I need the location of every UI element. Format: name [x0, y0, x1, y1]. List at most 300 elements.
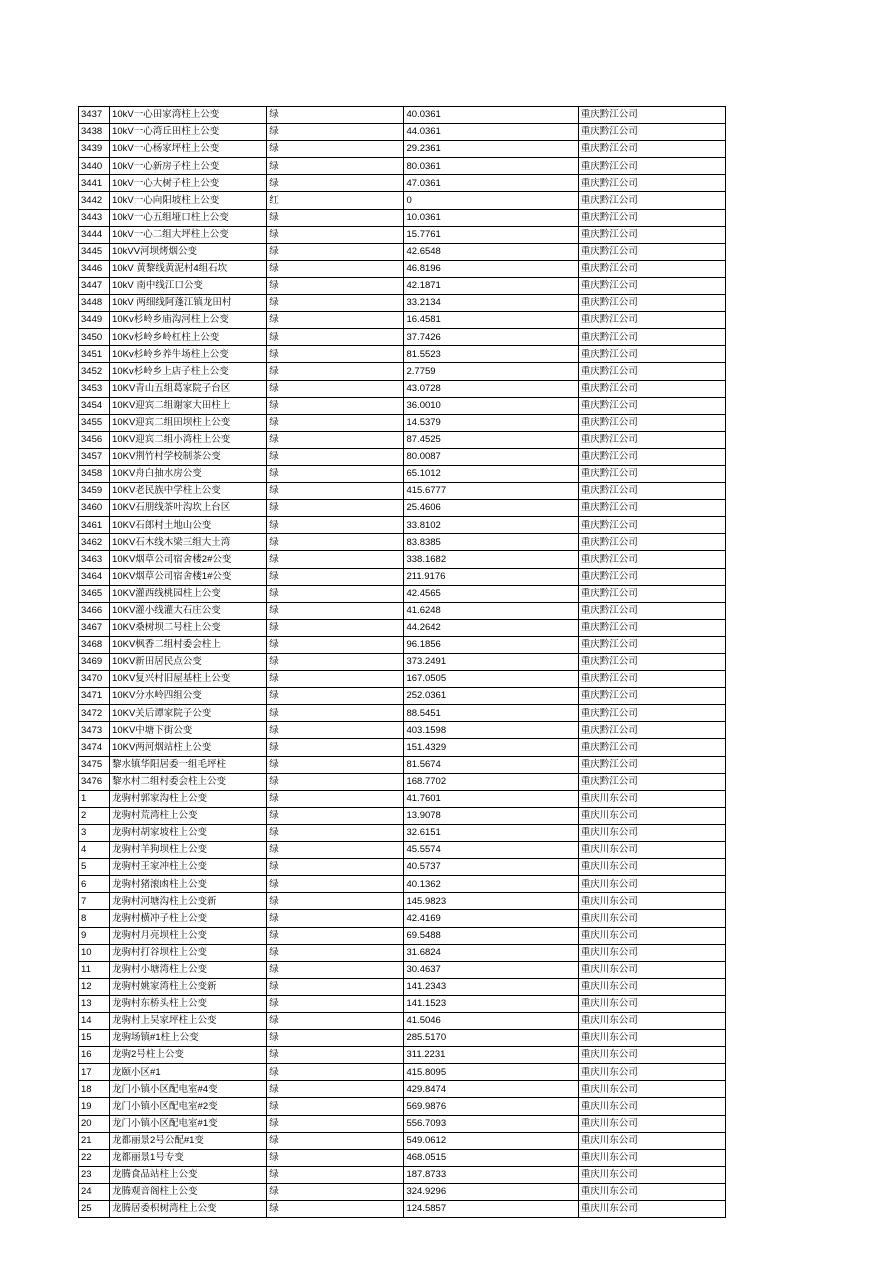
cell-name: 龙驹村月亮坝柱上公变 [110, 927, 267, 944]
cell-color: 绿 [267, 158, 404, 175]
cell-name: 10Kv杉岭乡岭杠柱上公变 [110, 329, 267, 346]
cell-id: 3453 [79, 380, 110, 397]
cell-color: 绿 [267, 1030, 404, 1047]
cell-value: 145.9823 [404, 893, 578, 910]
cell-name: 龙门小镇小区配电室#4变 [110, 1081, 267, 1098]
cell-value: 88.5451 [404, 705, 578, 722]
table-row [79, 1047, 726, 1064]
cell-value: 415.6777 [404, 483, 578, 500]
cell-id: 6 [79, 876, 110, 893]
cell-color: 绿 [267, 807, 404, 824]
table-row [79, 619, 726, 636]
table-row [79, 1030, 726, 1047]
cell-color: 绿 [267, 910, 404, 927]
cell-value: 168.7702 [404, 773, 578, 790]
cell-value: 14.5379 [404, 414, 578, 431]
cell-name: 10KV迎宾二组谢家大田柱上 [110, 397, 267, 414]
cell-id: 23 [79, 1166, 110, 1183]
cell-name: 龙驹村上吴家坪柱上公变 [110, 1012, 267, 1029]
cell-company: 重庆黔江公司 [578, 551, 725, 568]
cell-id: 3445 [79, 243, 110, 260]
cell-color: 绿 [267, 1201, 404, 1218]
cell-value: 31.6824 [404, 944, 578, 961]
cell-color: 绿 [267, 722, 404, 739]
cell-value: 37.7426 [404, 329, 578, 346]
cell-company: 重庆川东公司 [578, 927, 725, 944]
cell-name: 10Kv杉岭乡上店子柱上公变 [110, 363, 267, 380]
cell-name: 龙驹村王家冲柱上公变 [110, 859, 267, 876]
cell-name: 龙颐小区#1 [110, 1064, 267, 1081]
cell-color: 绿 [267, 107, 404, 124]
cell-name: 10Kv杉岭乡养牛场柱上公变 [110, 346, 267, 363]
table-row [79, 260, 726, 277]
cell-company: 重庆川东公司 [578, 1081, 725, 1098]
table-row [79, 654, 726, 671]
table-row [79, 1201, 726, 1218]
cell-id: 7 [79, 893, 110, 910]
cell-company: 重庆黔江公司 [578, 312, 725, 329]
table-row [79, 1166, 726, 1183]
cell-name: 龙驹场镇#1柱上公变 [110, 1030, 267, 1047]
cell-company: 重庆黔江公司 [578, 158, 725, 175]
cell-color: 绿 [267, 995, 404, 1012]
cell-color: 绿 [267, 842, 404, 859]
cell-value: 65.1012 [404, 465, 578, 482]
cell-company: 重庆川东公司 [578, 978, 725, 995]
cell-name: 10KV复兴村旧屋基柱上公变 [110, 671, 267, 688]
cell-value: 2.7759 [404, 363, 578, 380]
cell-name: 10kV一心二组大坪柱上公变 [110, 226, 267, 243]
cell-name: 10KV迎宾二组小湾柱上公变 [110, 431, 267, 448]
cell-id: 3476 [79, 773, 110, 790]
table-row [79, 534, 726, 551]
transformer-data-table [78, 106, 726, 1218]
cell-company: 重庆黔江公司 [578, 192, 725, 209]
table-row [79, 602, 726, 619]
cell-name: 龙驹村东桥头柱上公变 [110, 995, 267, 1012]
cell-company: 重庆黔江公司 [578, 671, 725, 688]
table-row [79, 773, 726, 790]
cell-value: 0 [404, 192, 578, 209]
cell-id: 16 [79, 1047, 110, 1064]
cell-id: 3469 [79, 654, 110, 671]
cell-name: 10KV石郎村土地山公变 [110, 517, 267, 534]
cell-value: 41.6248 [404, 602, 578, 619]
table-row [79, 465, 726, 482]
cell-value: 40.5737 [404, 859, 578, 876]
table-row [79, 893, 726, 910]
cell-color: 绿 [267, 978, 404, 995]
cell-value: 40.1362 [404, 876, 578, 893]
cell-id: 3438 [79, 124, 110, 141]
cell-name: 10KV舟白抽水房公变 [110, 465, 267, 482]
cell-value: 47.0361 [404, 175, 578, 192]
table-row [79, 756, 726, 773]
cell-color: 绿 [267, 124, 404, 141]
cell-name: 10KV青山五组葛家院子台区 [110, 380, 267, 397]
cell-company: 重庆黔江公司 [578, 295, 725, 312]
cell-id: 3440 [79, 158, 110, 175]
cell-name: 10KV关后谭家院子公变 [110, 705, 267, 722]
cell-color: 绿 [267, 859, 404, 876]
cell-company: 重庆黔江公司 [578, 688, 725, 705]
cell-color: 绿 [267, 295, 404, 312]
table-row [79, 995, 726, 1012]
cell-color: 绿 [267, 431, 404, 448]
cell-name: 龙腾食品站柱上公变 [110, 1166, 267, 1183]
cell-id: 3449 [79, 312, 110, 329]
cell-company: 重庆黔江公司 [578, 380, 725, 397]
cell-color: 绿 [267, 1166, 404, 1183]
cell-company: 重庆川东公司 [578, 876, 725, 893]
table-row [79, 226, 726, 243]
data-table-container [78, 106, 726, 1218]
cell-color: 绿 [267, 346, 404, 363]
cell-company: 重庆黔江公司 [578, 534, 725, 551]
cell-company: 重庆川东公司 [578, 1047, 725, 1064]
cell-name: 10KV灌西线桃园柱上公变 [110, 585, 267, 602]
cell-color: 绿 [267, 756, 404, 773]
cell-company: 重庆川东公司 [578, 1064, 725, 1081]
cell-company: 重庆川东公司 [578, 944, 725, 961]
cell-name: 10KV迎宾二组田坝柱上公变 [110, 414, 267, 431]
cell-name: 10kV一心向阳坡柱上公变 [110, 192, 267, 209]
cell-id: 3466 [79, 602, 110, 619]
table-row [79, 568, 726, 585]
cell-name: 10kVV河坝烤烟公变 [110, 243, 267, 260]
table-row [79, 431, 726, 448]
cell-color: 绿 [267, 705, 404, 722]
cell-company: 重庆川东公司 [578, 824, 725, 841]
cell-id: 1 [79, 790, 110, 807]
cell-id: 20 [79, 1115, 110, 1132]
cell-color: 绿 [267, 141, 404, 158]
cell-value: 46.8196 [404, 260, 578, 277]
cell-color: 绿 [267, 483, 404, 500]
cell-company: 重庆川东公司 [578, 842, 725, 859]
cell-id: 3441 [79, 175, 110, 192]
cell-value: 43.0728 [404, 380, 578, 397]
table-row [79, 944, 726, 961]
cell-name: 10kV 两细线阿蓬江镇龙田村 [110, 295, 267, 312]
cell-value: 40.0361 [404, 107, 578, 124]
cell-value: 69.5488 [404, 927, 578, 944]
cell-color: 绿 [267, 329, 404, 346]
cell-value: 10.0361 [404, 209, 578, 226]
cell-id: 3460 [79, 500, 110, 517]
cell-name: 10KV桑树坝二号柱上公变 [110, 619, 267, 636]
cell-name: 10KV中塘下街公变 [110, 722, 267, 739]
cell-company: 重庆黔江公司 [578, 107, 725, 124]
cell-company: 重庆川东公司 [578, 910, 725, 927]
table-row [79, 141, 726, 158]
cell-value: 141.1523 [404, 995, 578, 1012]
cell-id: 13 [79, 995, 110, 1012]
cell-company: 重庆川东公司 [578, 1098, 725, 1115]
cell-value: 311.2231 [404, 1047, 578, 1064]
cell-color: 绿 [267, 226, 404, 243]
cell-value: 338.1682 [404, 551, 578, 568]
cell-id: 3446 [79, 260, 110, 277]
cell-name: 龙驹村河塘沟柱上公变新 [110, 893, 267, 910]
table-row [79, 1132, 726, 1149]
cell-value: 13.9078 [404, 807, 578, 824]
cell-color: 绿 [267, 175, 404, 192]
cell-id: 3461 [79, 517, 110, 534]
cell-company: 重庆川东公司 [578, 1183, 725, 1200]
cell-id: 3467 [79, 619, 110, 636]
table-row [79, 978, 726, 995]
cell-color: 绿 [267, 1098, 404, 1115]
cell-company: 重庆黔江公司 [578, 568, 725, 585]
cell-name: 龙都丽景2号公配#1变 [110, 1132, 267, 1149]
cell-color: 绿 [267, 671, 404, 688]
cell-name: 龙驹村猪滚凼柱上公变 [110, 876, 267, 893]
cell-color: 绿 [267, 568, 404, 585]
cell-name: 10KV石木线木梁三组大土湾 [110, 534, 267, 551]
table-row [79, 961, 726, 978]
cell-id: 4 [79, 842, 110, 859]
cell-color: 绿 [267, 927, 404, 944]
cell-id: 3454 [79, 397, 110, 414]
table-row [79, 175, 726, 192]
cell-company: 重庆黔江公司 [578, 431, 725, 448]
cell-name: 10KV灌小线灌大石庄公变 [110, 602, 267, 619]
cell-value: 42.6548 [404, 243, 578, 260]
table-row [79, 483, 726, 500]
cell-value: 96.1856 [404, 636, 578, 653]
table-row [79, 824, 726, 841]
table-row [79, 688, 726, 705]
cell-color: 绿 [267, 602, 404, 619]
cell-value: 42.4565 [404, 585, 578, 602]
cell-name: 10KV新田居民点公变 [110, 654, 267, 671]
cell-color: 绿 [267, 500, 404, 517]
cell-id: 17 [79, 1064, 110, 1081]
table-row [79, 722, 726, 739]
cell-id: 25 [79, 1201, 110, 1218]
cell-id: 3455 [79, 414, 110, 431]
table-row [79, 243, 726, 260]
cell-company: 重庆黔江公司 [578, 397, 725, 414]
cell-company: 重庆黔江公司 [578, 141, 725, 158]
cell-id: 3459 [79, 483, 110, 500]
cell-id: 3439 [79, 141, 110, 158]
cell-value: 373.2491 [404, 654, 578, 671]
cell-company: 重庆川东公司 [578, 1201, 725, 1218]
cell-value: 15.7761 [404, 226, 578, 243]
cell-id: 3468 [79, 636, 110, 653]
cell-id: 3444 [79, 226, 110, 243]
cell-color: 绿 [267, 636, 404, 653]
table-row [79, 192, 726, 209]
cell-value: 83.8385 [404, 534, 578, 551]
cell-value: 141.2343 [404, 978, 578, 995]
cell-id: 3456 [79, 431, 110, 448]
cell-id: 3458 [79, 465, 110, 482]
cell-name: 龙驹村羊狗坝柱上公变 [110, 842, 267, 859]
cell-value: 569.9876 [404, 1098, 578, 1115]
cell-color: 绿 [267, 465, 404, 482]
table-row [79, 705, 726, 722]
table-row [79, 277, 726, 294]
cell-company: 重庆黔江公司 [578, 465, 725, 482]
cell-company: 重庆黔江公司 [578, 124, 725, 141]
table-row [79, 312, 726, 329]
cell-id: 3465 [79, 585, 110, 602]
table-row [79, 363, 726, 380]
cell-id: 3457 [79, 448, 110, 465]
cell-id: 3450 [79, 329, 110, 346]
cell-id: 3462 [79, 534, 110, 551]
cell-color: 绿 [267, 585, 404, 602]
cell-company: 重庆川东公司 [578, 1132, 725, 1149]
cell-color: 绿 [267, 312, 404, 329]
cell-color: 绿 [267, 790, 404, 807]
cell-company: 重庆川东公司 [578, 1115, 725, 1132]
cell-id: 3452 [79, 363, 110, 380]
cell-value: 429.8474 [404, 1081, 578, 1098]
cell-company: 重庆黔江公司 [578, 619, 725, 636]
cell-value: 41.5046 [404, 1012, 578, 1029]
cell-id: 3471 [79, 688, 110, 705]
cell-name: 黎水村二组村委会柱上公变 [110, 773, 267, 790]
cell-id: 14 [79, 1012, 110, 1029]
cell-name: 龙驹村横冲子柱上公变 [110, 910, 267, 927]
cell-value: 42.1871 [404, 277, 578, 294]
cell-company: 重庆黔江公司 [578, 773, 725, 790]
cell-value: 33.8102 [404, 517, 578, 534]
cell-name: 10Kv杉岭乡庙沟河柱上公变 [110, 312, 267, 329]
cell-id: 21 [79, 1132, 110, 1149]
table-row [79, 158, 726, 175]
cell-color: 红 [267, 192, 404, 209]
cell-id: 9 [79, 927, 110, 944]
cell-company: 重庆黔江公司 [578, 448, 725, 465]
cell-value: 25.4606 [404, 500, 578, 517]
cell-company: 重庆黔江公司 [578, 346, 725, 363]
table-row [79, 1183, 726, 1200]
cell-value: 16.4581 [404, 312, 578, 329]
cell-name: 10kV一心大树子柱上公变 [110, 175, 267, 192]
cell-company: 重庆黔江公司 [578, 175, 725, 192]
cell-company: 重庆黔江公司 [578, 209, 725, 226]
cell-company: 重庆黔江公司 [578, 636, 725, 653]
cell-id: 11 [79, 961, 110, 978]
cell-company: 重庆川东公司 [578, 893, 725, 910]
cell-name: 龙门小镇小区配电室#1变 [110, 1115, 267, 1132]
cell-color: 绿 [267, 517, 404, 534]
cell-name: 10kV一心五组垭口柱上公变 [110, 209, 267, 226]
cell-value: 187.8733 [404, 1166, 578, 1183]
cell-company: 重庆川东公司 [578, 1149, 725, 1166]
cell-value: 44.0361 [404, 124, 578, 141]
cell-id: 18 [79, 1081, 110, 1098]
table-row [79, 1012, 726, 1029]
cell-color: 绿 [267, 260, 404, 277]
cell-value: 252.0361 [404, 688, 578, 705]
cell-name: 10KV两河烟站柱上公变 [110, 739, 267, 756]
cell-color: 绿 [267, 1149, 404, 1166]
cell-color: 绿 [267, 1012, 404, 1029]
table-row [79, 1098, 726, 1115]
cell-id: 3463 [79, 551, 110, 568]
cell-company: 重庆黔江公司 [578, 363, 725, 380]
cell-color: 绿 [267, 551, 404, 568]
cell-company: 重庆黔江公司 [578, 705, 725, 722]
cell-color: 绿 [267, 414, 404, 431]
cell-value: 124.5857 [404, 1201, 578, 1218]
cell-company: 重庆黔江公司 [578, 260, 725, 277]
cell-color: 绿 [267, 1115, 404, 1132]
table-row [79, 739, 726, 756]
table-row [79, 1149, 726, 1166]
cell-value: 41.7601 [404, 790, 578, 807]
table-row [79, 1081, 726, 1098]
cell-color: 绿 [267, 243, 404, 260]
cell-company: 重庆黔江公司 [578, 517, 725, 534]
cell-color: 绿 [267, 893, 404, 910]
cell-company: 重庆黔江公司 [578, 329, 725, 346]
table-row [79, 636, 726, 653]
cell-name: 龙驹村胡家坡柱上公变 [110, 824, 267, 841]
cell-value: 29.2361 [404, 141, 578, 158]
cell-company: 重庆黔江公司 [578, 277, 725, 294]
cell-id: 3443 [79, 209, 110, 226]
cell-name: 10KV枫香二组村委会柱上 [110, 636, 267, 653]
cell-value: 80.0087 [404, 448, 578, 465]
cell-value: 87.4525 [404, 431, 578, 448]
cell-value: 324.9296 [404, 1183, 578, 1200]
cell-id: 3475 [79, 756, 110, 773]
cell-value: 45.5574 [404, 842, 578, 859]
cell-id: 3473 [79, 722, 110, 739]
cell-id: 10 [79, 944, 110, 961]
cell-value: 32.6151 [404, 824, 578, 841]
cell-color: 绿 [267, 1064, 404, 1081]
cell-name: 10KV老民族中学柱上公变 [110, 483, 267, 500]
table-row [79, 1064, 726, 1081]
cell-value: 42.4169 [404, 910, 578, 927]
table-row [79, 107, 726, 124]
cell-company: 重庆黔江公司 [578, 739, 725, 756]
cell-name: 10kV 南中线江口公变 [110, 277, 267, 294]
table-row [79, 876, 726, 893]
cell-name: 10KV荆竹村学校制茶公变 [110, 448, 267, 465]
table-body [79, 107, 726, 1218]
cell-name: 10kV一心田家湾柱上公变 [110, 107, 267, 124]
cell-company: 重庆川东公司 [578, 790, 725, 807]
cell-value: 33.2134 [404, 295, 578, 312]
table-row [79, 807, 726, 824]
cell-company: 重庆川东公司 [578, 995, 725, 1012]
cell-name: 10KV分水岭四组公变 [110, 688, 267, 705]
cell-id: 3437 [79, 107, 110, 124]
cell-value: 403.1598 [404, 722, 578, 739]
cell-id: 3447 [79, 277, 110, 294]
cell-company: 重庆黔江公司 [578, 414, 725, 431]
cell-color: 绿 [267, 397, 404, 414]
table-row [79, 500, 726, 517]
cell-company: 重庆黔江公司 [578, 722, 725, 739]
cell-id: 19 [79, 1098, 110, 1115]
cell-name: 10KV石朋线茶叶沟坎上台区 [110, 500, 267, 517]
cell-company: 重庆川东公司 [578, 859, 725, 876]
cell-company: 重庆黔江公司 [578, 602, 725, 619]
cell-color: 绿 [267, 739, 404, 756]
cell-value: 81.5523 [404, 346, 578, 363]
table-row [79, 585, 726, 602]
